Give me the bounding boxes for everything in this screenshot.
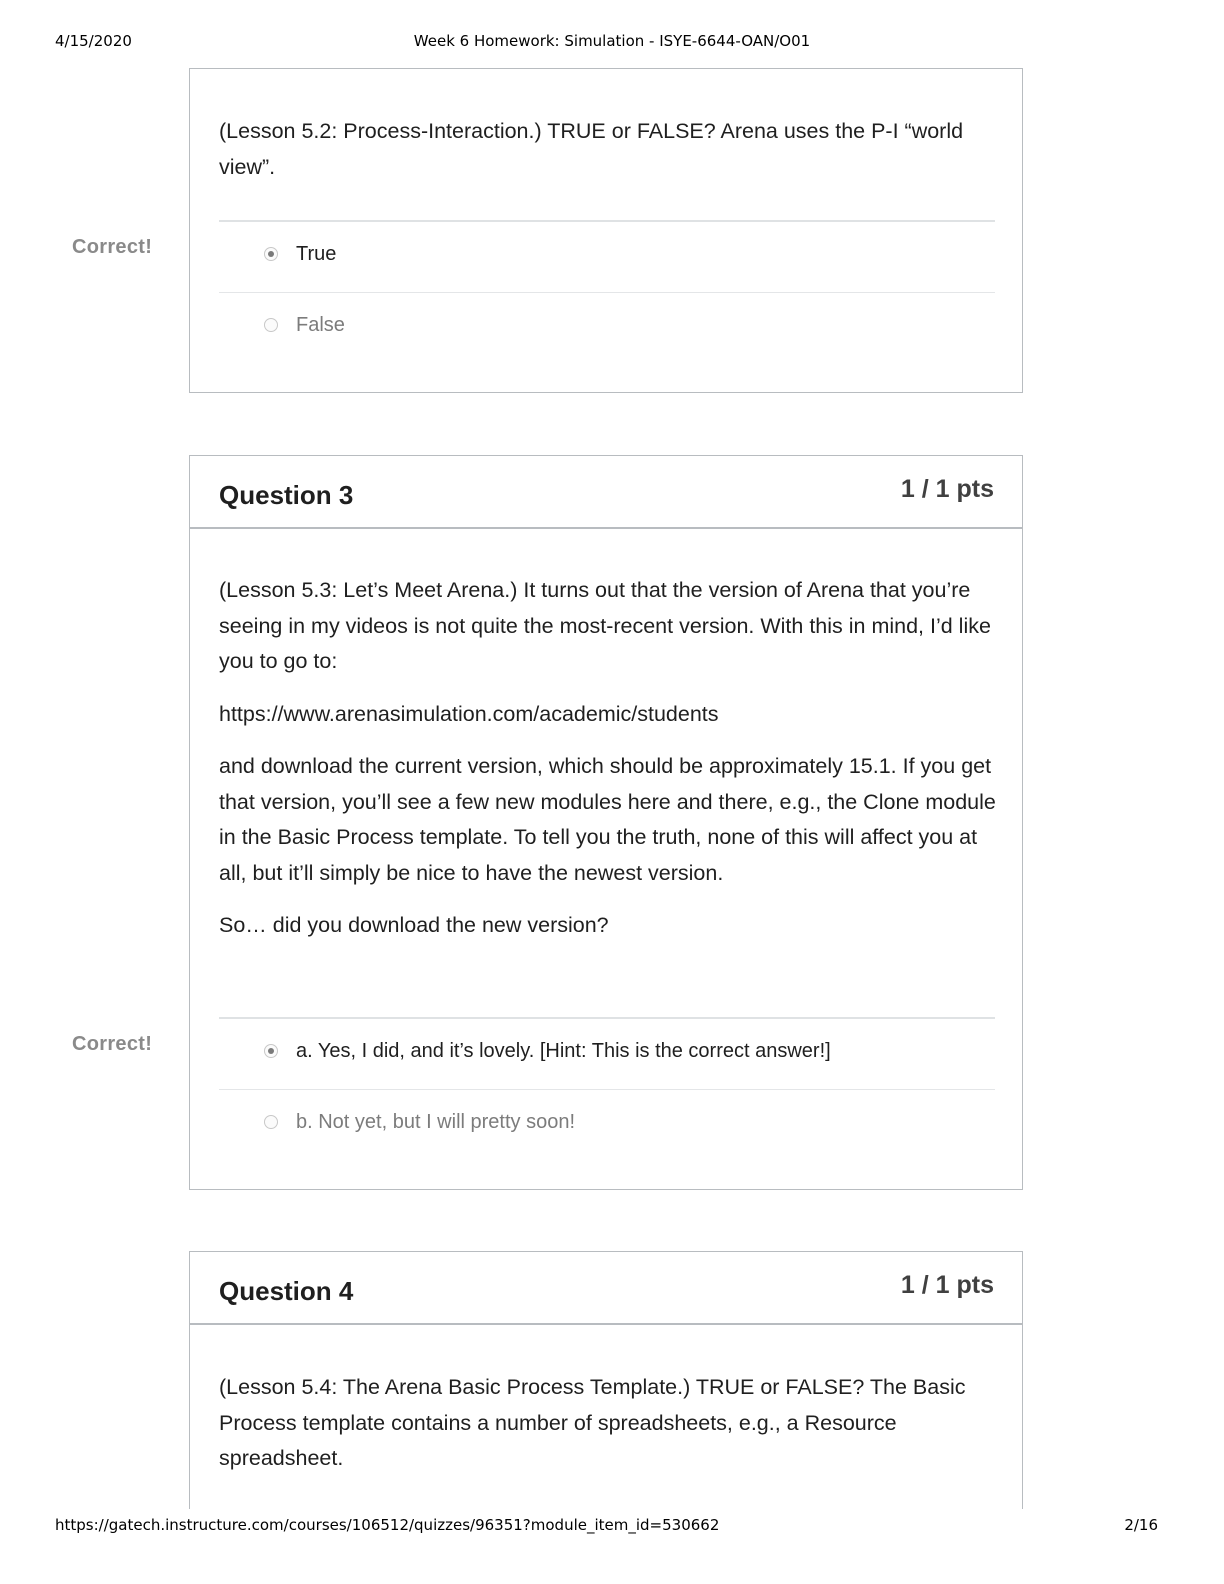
question-link-text: https://www.arenasimulation.com/academic/students: [219, 701, 719, 726]
question-2-answers: [219, 220, 995, 362]
question-2-text: (Lesson 5.2: Process-Interaction.) TRUE or FALSE? Arena uses the P-I “world view”.: [219, 119, 964, 179]
question-title: Question 4: [219, 1276, 354, 1306]
answer-option[interactable]: [219, 292, 995, 362]
correct-indicator: Correct!: [72, 236, 153, 258]
print-page-title: Week 6 Homework: Simulation - ISYE-6644-OAN/O01: [413, 32, 811, 50]
question-3-card: [189, 455, 1023, 1190]
answer-option[interactable]: [219, 1019, 995, 1089]
question-paragraph: and download the current version, which should be approximately 15.1. If you get that version, you’ll see a few new modules here and there, e.g., the Clone module in the Basic Process template. To tell you the truth, none of this will affect you at all, but it’ll simply be nice to have the newest version.: [219, 754, 996, 885]
answer-option[interactable]: [219, 1089, 995, 1159]
radio-unselected-icon[interactable]: [264, 1115, 278, 1129]
question-paragraph: (Lesson 5.3: Let’s Meet Arena.) It turns out that the version of Arena that you’re seeing in my videos is not quite the most-recent version. With this in mind, I’d like you to go to:: [219, 578, 991, 673]
answer-label: b. Not yet, but I will pretty soon!: [296, 1111, 576, 1133]
question-3-text: [219, 573, 999, 961]
answer-label: True: [296, 243, 337, 265]
question-points: 1 / 1 pts: [900, 475, 994, 503]
question-3-header: [190, 456, 1022, 529]
print-page-number: 2/16: [1124, 1516, 1158, 1534]
print-url: https://gatech.instructure.com/courses/106512/quizzes/96351?module_item_id=530662: [55, 1516, 720, 1534]
print-header: [0, 32, 1224, 52]
question-points: 1 / 1 pts: [900, 1271, 994, 1299]
print-footer: [0, 1516, 1224, 1536]
answer-label: False: [296, 314, 345, 336]
answer-label: a. Yes, I did, and it’s lovely. [Hint: This is the correct answer!]: [296, 1040, 831, 1062]
question-2-card: [189, 68, 1023, 393]
question-4-card: [189, 1251, 1023, 1509]
radio-selected-icon[interactable]: [264, 1044, 278, 1058]
answer-option[interactable]: [219, 222, 995, 292]
correct-indicator: Correct!: [72, 1033, 153, 1055]
question-3-answers: [219, 1017, 995, 1159]
radio-selected-icon[interactable]: [264, 247, 278, 261]
question-4-header: [190, 1252, 1022, 1325]
radio-unselected-icon[interactable]: [264, 318, 278, 332]
print-date: 4/15/2020: [55, 32, 132, 50]
question-paragraph: So… did you download the new version?: [219, 913, 609, 937]
question-title: Question 3: [219, 480, 354, 510]
question-4-text: (Lesson 5.4: The Arena Basic Process Template.) TRUE or FALSE? The Basic Process template contains a number of spreadsheets, e.g., a Resource spreadsheet.: [219, 1375, 966, 1470]
